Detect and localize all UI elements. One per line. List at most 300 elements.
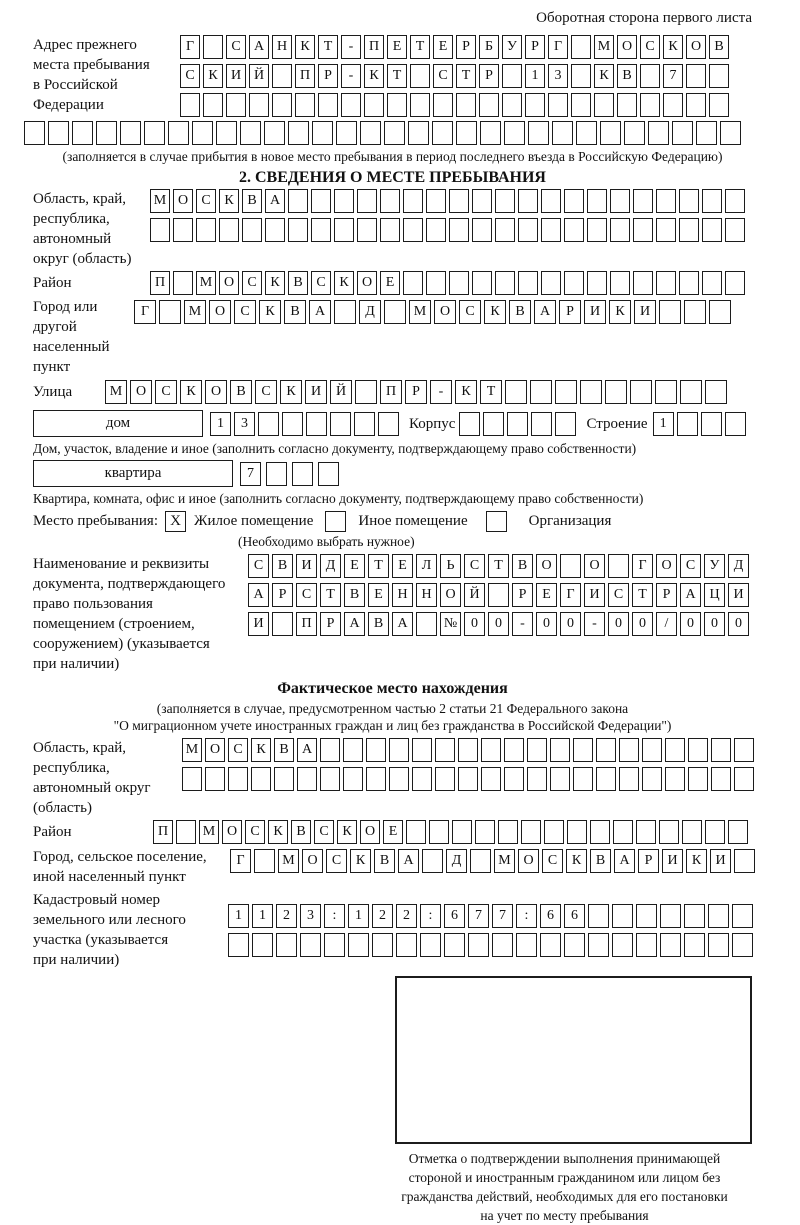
char-cell[interactable]: И [634,300,656,324]
char-cell[interactable] [435,738,455,762]
char-cell[interactable]: У [502,35,522,59]
char-cell[interactable] [306,412,327,436]
char-cell[interactable] [684,904,705,928]
stay-other-checkbox[interactable] [325,511,346,532]
char-cell[interactable]: Т [320,583,341,607]
char-cell[interactable]: 0 [488,612,509,636]
document-row-2[interactable] [248,583,749,607]
document-row-1[interactable] [248,554,749,578]
char-cell[interactable]: О [357,271,377,295]
char-cell[interactable]: А [680,583,701,607]
char-cell[interactable]: В [617,64,637,88]
char-cell[interactable]: А [398,849,419,873]
char-cell[interactable] [216,121,237,145]
char-cell[interactable] [541,271,561,295]
char-cell[interactable]: В [230,380,252,404]
char-cell[interactable]: И [662,849,683,873]
char-cell[interactable]: Л [416,554,437,578]
char-cell[interactable] [633,271,653,295]
char-cell[interactable] [732,904,753,928]
char-cell[interactable] [702,271,722,295]
char-cell[interactable]: № [440,612,461,636]
char-cell[interactable] [480,121,501,145]
char-cell[interactable]: Е [392,554,413,578]
char-cell[interactable] [470,849,491,873]
char-cell[interactable] [725,271,745,295]
char-cell[interactable] [498,820,518,844]
char-cell[interactable]: Е [536,583,557,607]
char-cell[interactable]: Ц [704,583,725,607]
char-cell[interactable] [552,121,573,145]
char-cell[interactable]: О [205,738,225,762]
char-cell[interactable] [688,767,708,791]
char-cell[interactable]: 0 [536,612,557,636]
char-cell[interactable] [660,904,681,928]
char-cell[interactable] [580,380,602,404]
char-cell[interactable] [516,933,537,957]
char-cell[interactable] [605,380,627,404]
char-cell[interactable]: 3 [234,412,255,436]
char-cell[interactable] [548,93,568,117]
apartment-cells[interactable] [240,462,339,486]
char-cell[interactable]: А [614,849,635,873]
char-cell[interactable] [264,121,285,145]
char-cell[interactable] [292,462,313,486]
char-cell[interactable] [334,189,354,213]
char-cell[interactable] [422,849,443,873]
char-cell[interactable] [504,767,524,791]
char-cell[interactable]: И [584,583,605,607]
char-cell[interactable]: О [434,300,456,324]
char-cell[interactable] [410,93,430,117]
char-cell[interactable]: Н [416,583,437,607]
char-cell[interactable] [518,218,538,242]
char-cell[interactable] [507,412,528,436]
char-cell[interactable] [571,35,591,59]
char-cell[interactable] [254,849,275,873]
char-cell[interactable]: К [265,271,285,295]
char-cell[interactable] [642,767,662,791]
char-cell[interactable] [192,121,213,145]
char-cell[interactable]: К [350,849,371,873]
char-cell[interactable] [725,412,746,436]
char-cell[interactable] [364,93,384,117]
char-cell[interactable]: Й [330,380,352,404]
char-cell[interactable] [502,93,522,117]
document-row-3[interactable] [248,612,749,636]
char-cell[interactable]: М [182,738,202,762]
char-cell[interactable] [617,93,637,117]
char-cell[interactable]: И [584,300,606,324]
house-number-cells[interactable] [210,412,399,436]
char-cell[interactable] [196,218,216,242]
char-cell[interactable]: О [617,35,637,59]
char-cell[interactable] [159,300,181,324]
char-cell[interactable]: О [518,849,539,873]
char-cell[interactable] [120,121,141,145]
char-cell[interactable] [564,218,584,242]
char-cell[interactable]: 1 [653,412,674,436]
cadastral-row-1[interactable] [228,904,753,928]
char-cell[interactable]: 0 [704,612,725,636]
char-cell[interactable]: И [305,380,327,404]
char-cell[interactable] [203,35,223,59]
char-cell[interactable]: В [512,554,533,578]
char-cell[interactable]: И [296,554,317,578]
char-cell[interactable] [659,300,681,324]
char-cell[interactable]: Т [387,64,407,88]
char-cell[interactable]: Т [632,583,653,607]
char-cell[interactable]: М [594,35,614,59]
char-cell[interactable] [711,738,731,762]
char-cell[interactable]: С [255,380,277,404]
char-cell[interactable] [492,933,513,957]
char-cell[interactable]: 1 [210,412,231,436]
char-cell[interactable] [541,189,561,213]
char-cell[interactable] [320,738,340,762]
char-cell[interactable]: С [326,849,347,873]
char-cell[interactable]: И [248,612,269,636]
char-cell[interactable] [472,218,492,242]
char-cell[interactable]: А [249,35,269,59]
char-cell[interactable] [505,380,527,404]
char-cell[interactable]: - [584,612,605,636]
char-cell[interactable] [272,612,293,636]
char-cell[interactable] [226,93,246,117]
apartment-box[interactable] [33,460,233,487]
char-cell[interactable] [452,820,472,844]
char-cell[interactable]: Т [488,554,509,578]
char-cell[interactable] [311,189,331,213]
char-cell[interactable] [665,738,685,762]
char-cell[interactable]: Е [368,583,389,607]
char-cell[interactable] [360,121,381,145]
char-cell[interactable] [96,121,117,145]
char-cell[interactable] [672,121,693,145]
char-cell[interactable] [173,271,193,295]
char-cell[interactable] [734,738,754,762]
char-cell[interactable] [311,218,331,242]
char-cell[interactable]: К [203,64,223,88]
char-cell[interactable]: 1 [252,904,273,928]
stroenie-cells[interactable] [653,412,746,436]
char-cell[interactable] [297,767,317,791]
char-cell[interactable]: 7 [468,904,489,928]
factual-district-cells-row[interactable] [153,820,748,844]
char-cell[interactable]: 0 [632,612,653,636]
char-cell[interactable]: К [566,849,587,873]
prev-address-row-2[interactable] [180,64,729,88]
char-cell[interactable]: У [704,554,725,578]
char-cell[interactable]: К [268,820,288,844]
char-cell[interactable]: А [392,612,413,636]
char-cell[interactable]: Р [559,300,581,324]
char-cell[interactable] [684,300,706,324]
char-cell[interactable] [531,412,552,436]
char-cell[interactable]: А [248,583,269,607]
char-cell[interactable] [576,121,597,145]
char-cell[interactable] [564,271,584,295]
char-cell[interactable]: К [259,300,281,324]
char-cell[interactable] [483,412,504,436]
char-cell[interactable] [709,93,729,117]
char-cell[interactable] [168,121,189,145]
char-cell[interactable] [288,121,309,145]
char-cell[interactable]: П [153,820,173,844]
char-cell[interactable] [544,820,564,844]
char-cell[interactable]: 3 [300,904,321,928]
char-cell[interactable]: А [534,300,556,324]
char-cell[interactable] [624,121,645,145]
char-cell[interactable]: А [344,612,365,636]
char-cell[interactable] [429,820,449,844]
char-cell[interactable]: К [334,271,354,295]
char-cell[interactable] [249,93,269,117]
char-cell[interactable]: В [590,849,611,873]
char-cell[interactable] [525,93,545,117]
char-cell[interactable] [596,767,616,791]
char-cell[interactable] [288,218,308,242]
char-cell[interactable]: Р [638,849,659,873]
char-cell[interactable] [648,121,669,145]
char-cell[interactable] [688,738,708,762]
char-cell[interactable] [587,189,607,213]
char-cell[interactable] [725,218,745,242]
char-cell[interactable]: М [196,271,216,295]
char-cell[interactable] [318,462,339,486]
char-cell[interactable]: - [430,380,452,404]
char-cell[interactable] [435,767,455,791]
char-cell[interactable] [266,462,287,486]
char-cell[interactable] [426,271,446,295]
char-cell[interactable]: П [380,380,402,404]
char-cell[interactable]: С [680,554,701,578]
char-cell[interactable] [633,218,653,242]
char-cell[interactable] [608,554,629,578]
char-cell[interactable] [72,121,93,145]
district-cells-row[interactable] [150,271,745,295]
char-cell[interactable] [709,64,729,88]
char-cell[interactable]: П [364,35,384,59]
char-cell[interactable] [355,380,377,404]
char-cell[interactable] [265,218,285,242]
char-cell[interactable]: Т [480,380,502,404]
char-cell[interactable] [725,189,745,213]
char-cell[interactable]: О [130,380,152,404]
char-cell[interactable]: М [199,820,219,844]
char-cell[interactable] [472,189,492,213]
char-cell[interactable]: - [341,64,361,88]
char-cell[interactable] [640,64,660,88]
char-cell[interactable] [252,933,273,957]
char-cell[interactable]: Е [380,271,400,295]
char-cell[interactable] [240,121,261,145]
char-cell[interactable]: Р [318,64,338,88]
char-cell[interactable]: С [226,35,246,59]
char-cell[interactable] [324,933,345,957]
char-cell[interactable] [656,271,676,295]
char-cell[interactable]: О [656,554,677,578]
char-cell[interactable]: - [512,612,533,636]
char-cell[interactable] [686,64,706,88]
char-cell[interactable]: М [409,300,431,324]
char-cell[interactable] [677,412,698,436]
street-cells-row[interactable] [105,380,727,404]
char-cell[interactable]: В [368,612,389,636]
char-cell[interactable]: Г [180,35,200,59]
char-cell[interactable] [550,738,570,762]
char-cell[interactable] [734,849,755,873]
char-cell[interactable]: О [584,554,605,578]
char-cell[interactable] [176,820,196,844]
char-cell[interactable] [219,218,239,242]
char-cell[interactable] [433,93,453,117]
char-cell[interactable] [242,218,262,242]
char-cell[interactable] [696,121,717,145]
char-cell[interactable] [504,121,525,145]
char-cell[interactable] [336,121,357,145]
char-cell[interactable] [679,189,699,213]
char-cell[interactable]: О [173,189,193,213]
char-cell[interactable]: В [374,849,395,873]
char-cell[interactable] [560,554,581,578]
char-cell[interactable]: Р [512,583,533,607]
char-cell[interactable] [372,933,393,957]
char-cell[interactable] [416,612,437,636]
char-cell[interactable] [387,93,407,117]
char-cell[interactable] [468,933,489,957]
char-cell[interactable] [708,933,729,957]
char-cell[interactable] [555,380,577,404]
char-cell[interactable]: 1 [228,904,249,928]
char-cell[interactable] [656,189,676,213]
char-cell[interactable] [412,767,432,791]
char-cell[interactable]: 7 [240,462,261,486]
char-cell[interactable] [596,738,616,762]
char-cell[interactable] [528,121,549,145]
char-cell[interactable] [449,189,469,213]
cadastral-row-2[interactable] [228,933,753,957]
char-cell[interactable]: - [341,35,361,59]
char-cell[interactable] [426,218,446,242]
char-cell[interactable]: В [242,189,262,213]
char-cell[interactable]: О [302,849,323,873]
char-cell[interactable] [258,412,279,436]
char-cell[interactable] [488,583,509,607]
char-cell[interactable]: К [663,35,683,59]
char-cell[interactable]: И [226,64,246,88]
char-cell[interactable] [288,189,308,213]
char-cell[interactable] [24,121,45,145]
char-cell[interactable] [518,189,538,213]
city-cells-row[interactable] [134,300,731,324]
char-cell[interactable]: К [364,64,384,88]
char-cell[interactable]: В [272,554,293,578]
char-cell[interactable] [389,738,409,762]
char-cell[interactable]: 0 [464,612,485,636]
char-cell[interactable]: Д [320,554,341,578]
char-cell[interactable]: : [516,904,537,928]
stay-residential-checkbox[interactable]: X [165,511,186,532]
char-cell[interactable]: Т [318,35,338,59]
char-cell[interactable] [728,820,748,844]
char-cell[interactable] [420,933,441,957]
char-cell[interactable] [680,380,702,404]
char-cell[interactable] [456,121,477,145]
char-cell[interactable]: А [297,738,317,762]
char-cell[interactable] [564,933,585,957]
char-cell[interactable]: : [324,904,345,928]
char-cell[interactable] [251,767,271,791]
char-cell[interactable] [380,189,400,213]
char-cell[interactable]: П [295,64,315,88]
char-cell[interactable] [182,767,202,791]
char-cell[interactable] [702,189,722,213]
char-cell[interactable] [357,218,377,242]
char-cell[interactable]: К [295,35,315,59]
char-cell[interactable] [663,93,683,117]
char-cell[interactable]: В [274,738,294,762]
char-cell[interactable]: И [728,583,749,607]
char-cell[interactable]: В [344,583,365,607]
char-cell[interactable] [684,933,705,957]
char-cell[interactable] [679,218,699,242]
char-cell[interactable] [312,121,333,145]
char-cell[interactable] [274,767,294,791]
char-cell[interactable]: Р [320,612,341,636]
char-cell[interactable] [459,412,480,436]
char-cell[interactable]: Г [548,35,568,59]
char-cell[interactable]: Н [392,583,413,607]
char-cell[interactable]: Р [479,64,499,88]
char-cell[interactable] [495,189,515,213]
char-cell[interactable]: О [209,300,231,324]
factual-region-row-1[interactable] [182,738,754,762]
char-cell[interactable]: : [420,904,441,928]
char-cell[interactable] [449,218,469,242]
korpus-cells[interactable] [459,412,576,436]
char-cell[interactable]: М [150,189,170,213]
char-cell[interactable]: О [440,583,461,607]
char-cell[interactable] [343,767,363,791]
factual-city-cells-row[interactable] [230,849,755,873]
char-cell[interactable]: Р [656,583,677,607]
char-cell[interactable] [384,121,405,145]
char-cell[interactable] [479,93,499,117]
char-cell[interactable]: П [296,612,317,636]
char-cell[interactable] [205,767,225,791]
char-cell[interactable] [150,218,170,242]
char-cell[interactable] [228,933,249,957]
char-cell[interactable] [48,121,69,145]
char-cell[interactable] [378,412,399,436]
char-cell[interactable]: 2 [372,904,393,928]
char-cell[interactable]: Г [134,300,156,324]
char-cell[interactable]: В [291,820,311,844]
char-cell[interactable] [636,933,657,957]
char-cell[interactable] [408,121,429,145]
char-cell[interactable] [720,121,741,145]
char-cell[interactable]: Т [456,64,476,88]
char-cell[interactable] [203,93,223,117]
char-cell[interactable]: Е [433,35,453,59]
char-cell[interactable]: С [196,189,216,213]
char-cell[interactable]: С [464,554,485,578]
char-cell[interactable] [665,767,685,791]
char-cell[interactable]: К [180,380,202,404]
char-cell[interactable] [300,933,321,957]
char-cell[interactable] [481,738,501,762]
